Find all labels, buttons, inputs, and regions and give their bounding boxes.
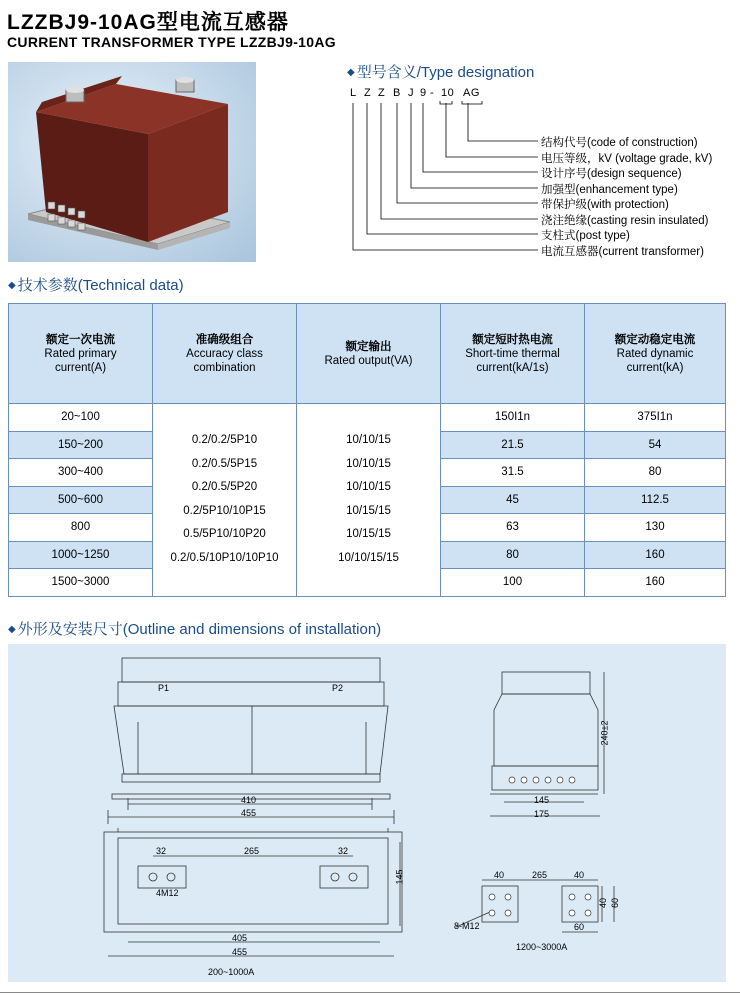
hole-label: 8-M12 [454, 921, 480, 931]
dimension-label: 240±2 [599, 720, 610, 746]
column-header: 额定一次电流 Rated primary current(A) [9, 304, 153, 404]
table-row: 800 63 130 [9, 514, 726, 542]
hole-label: 4M12 [156, 888, 179, 898]
outline-heading: ◆ 外形及安装尺寸(Outline and dimensions of installation) [8, 621, 382, 638]
designation-item: 带保护级(with protection) [541, 199, 669, 211]
output-cell: 10/10/15 10/10/15 10/10/15 10/15/15 10/15/15 10/10/15/15 [297, 404, 441, 597]
designation-item: 电压等级，kV (voltage grade, kV) [541, 153, 713, 165]
dimension-label: 410 [241, 795, 257, 805]
code-char: Z [378, 87, 386, 99]
technical-table [8, 303, 726, 597]
page-subtitle: CURRENT TRANSFORMER TYPE LZZBJ9-10AG [7, 34, 336, 50]
column-header: 额定动稳定电流 Rated dynamic current(kA) [585, 304, 726, 404]
designation-item: 设计序号(design sequence) [541, 168, 682, 180]
designation-item: 浇注绝缘(casting resin insulated) [541, 215, 709, 227]
code-char: Z [364, 87, 372, 99]
page-title: LZZBJ9-10AG型电流互感器 [7, 11, 289, 34]
dimension-label: 455 [232, 947, 248, 957]
dimension-label: 145 [394, 869, 405, 885]
code-char: 10 [441, 87, 455, 99]
dimension-label: 405 [232, 933, 248, 943]
dimension-label: 265 [532, 870, 548, 880]
dimension-label: 32 [156, 846, 167, 856]
table-row: 1000~1250 80 160 [9, 541, 726, 569]
designation-item: 支柱式(post type) [541, 230, 630, 242]
outline-drawing-panel [8, 644, 726, 982]
column-header: 额定输出 Rated output(VA) [297, 304, 441, 404]
column-header: 额定短时热电流 Short-time thermal current(kA/1s) [441, 304, 585, 404]
page-bottom-rule [0, 992, 740, 993]
dimension-label: 455 [241, 808, 257, 818]
designation-heading: ◆ 型号含义/Type designation [347, 64, 535, 81]
code-char: - [430, 87, 435, 99]
table-row: 1500~3000 100 160 [9, 569, 726, 597]
code-char: B [393, 87, 401, 99]
designation-item: 电流互感器(current transformer) [541, 246, 704, 258]
terminal-p2-label: P2 [332, 683, 344, 693]
dimension-label: 60 [574, 922, 585, 932]
range-label: 1200~3000A [516, 942, 568, 952]
technical-heading: ◆ 技术参数(Technical data) [8, 277, 184, 294]
outline-drawing [8, 644, 726, 982]
code-char: L [350, 87, 357, 99]
dimension-label: 175 [534, 809, 550, 819]
dimension-label: 265 [244, 846, 260, 856]
table-row: 500~600 45 112.5 [9, 486, 726, 514]
code-char: J [408, 87, 414, 99]
code-char: 9 [420, 87, 427, 99]
dimension-label: 40 [574, 870, 585, 880]
column-header: 准确级组合 Accuracy class combination [153, 304, 297, 404]
dimension-label: 40 [494, 870, 505, 880]
dimension-label: 40 [598, 897, 609, 909]
code-char: AG [463, 87, 480, 99]
dimension-label: 145 [534, 795, 550, 805]
table-row: 300~400 31.5 80 [9, 459, 726, 487]
range-label: 200~1000A [208, 967, 255, 977]
designation-item: 结构代号(code of construction) [541, 137, 698, 149]
dimension-label: 60 [610, 897, 621, 909]
terminal-p1-label: P1 [158, 683, 170, 693]
table-row: 150~200 21.5 54 [9, 431, 726, 459]
accuracy-cell: 0.2/0.2/5P10 0.2/0.5/5P15 0.2/0.5/5P20 0.2/5P10/10P15 0.5/5P10/10P20 0.2/0.5/10P10/10P10 [153, 404, 297, 597]
dimension-label: 32 [338, 846, 349, 856]
designation-item: 加强型(enhancement type) [541, 184, 678, 196]
table-row: 20~100 0.2/0.2/5P10 0.2/0.5/5P15 0.2/0.5/5P20 0.2/5P10/10P15 0.5/5P10/10P20 0.2/0.5/10P10/10P10 10/10/15 10/10/15 10/10/15 10/15/15 10/15/15 10/10/15/15 150I1n 375I1n [9, 404, 726, 432]
